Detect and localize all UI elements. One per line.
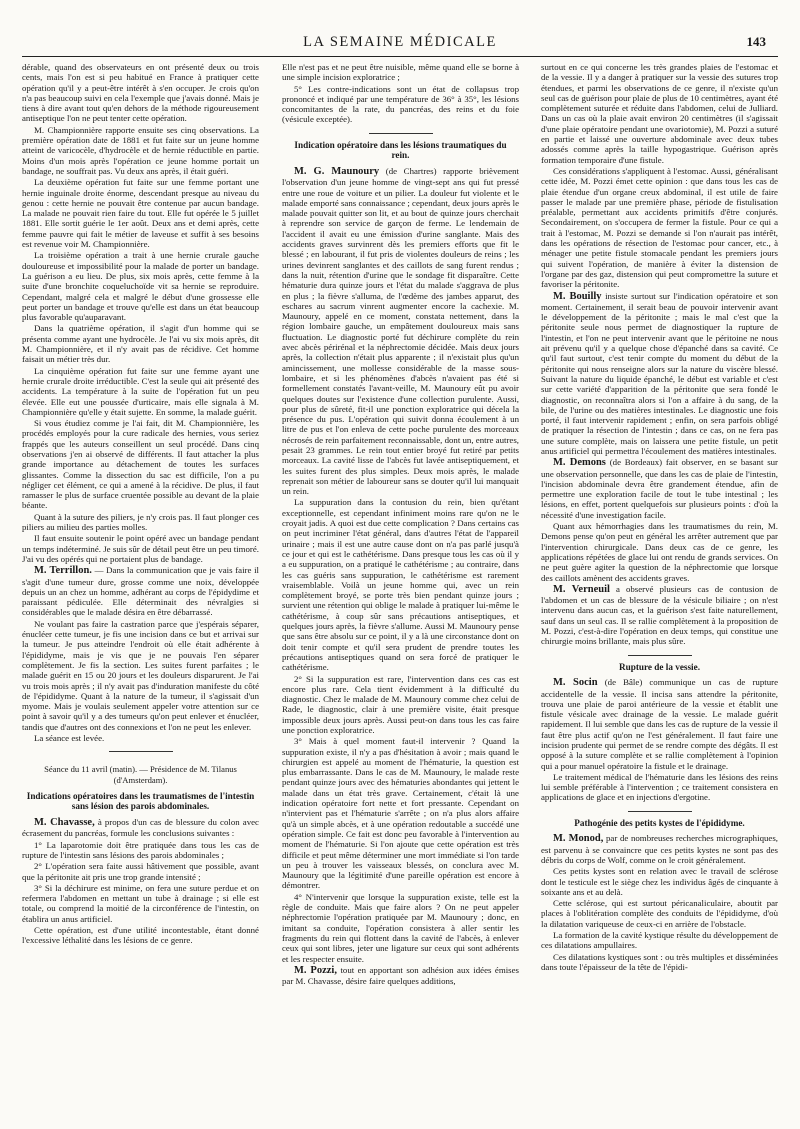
paragraph: Cette opération, est d'une utilité incontestable, étant donné l'excessive léthalité dans les lésions de ce genre. bbox=[22, 925, 259, 946]
speaker-name: M. Chavasse, bbox=[34, 817, 95, 829]
section-divider bbox=[109, 751, 173, 752]
journal-title: LA SEMAINE MÉDICALE bbox=[303, 34, 497, 50]
speaker-name: M. Monod, bbox=[553, 833, 604, 845]
speaker-name: M. Terrillon. bbox=[34, 565, 92, 577]
paragraph: Si vous étudiez comme je l'ai fait, dit M. Championnière, les procédés employés pour la cure radicale des hernies, vous seriez frappés que les auteurs conseillent un seul procédé. Dans cinq observations j'en ai observé de différents. Il faut attacher la plus grande importance au détachement de toutes les surfaces glissantes. Comme la dissection du sac est difficile, l'on a pu négliger cet élément, ce qui a amené à la récidive. De plus, il faut ramasser le plus de surface cruentée possible au devant de la plaie béante. bbox=[22, 418, 259, 511]
paragraph: surtout en ce qui concerne les très grandes plaies de l'estomac et de la vessie. Il y a danger à pratiquer sur la vessie des sutures trop étendues, et parmi les observations de ce genre, il n'existe qu'un seul cas de guérison pour plaie de plus de 10 centimètres, ayant été complètement suturée et réduite dans l'abdomen, celui de Julliard. Dans un cas où la plaie avait environ 20 centimètres (il s'agissait d'une plaie opératoire pendant une ovariotomie), M. Pozzi a suturé en partie et laissé une ouverture abdominale avec deux tubes adossés comme après la taille hypogastrique. Guérison après formation temporaire d'une fistule. bbox=[541, 62, 778, 165]
section-heading: Indication opératoire dans les lésions traumatiques du rein. bbox=[294, 139, 507, 161]
section-heading: Indications opératoires dans les traumatismes de l'intestin sans lésion des parois abdominales. bbox=[26, 790, 255, 812]
paragraph: 1° La laparotomie doit être pratiquée dans tous les cas de rupture de l'intestin sans lésions des parois abdominales ; bbox=[22, 839, 259, 860]
paragraph: Quant à la suture des piliers, je n'y crois pas. Il faut plonger ces piliers au milieu des parties molles. bbox=[22, 511, 259, 533]
paragraph bbox=[541, 584, 778, 647]
paragraph: Ne voulant pas faire la castration parce que j'espérais séparer, énucléer cette tumeur, je fis une incision dans ce but et arrivai sur la tumeur. Je pus atteindre l'endroit où elle était adhérente à l'épididyme, mais je vis que je ne pouvais l'en séparer complètement. Je fis la section. Les suites furent parfaites ; le malade guérit en 15 ou 20 jours et les douleurs disparurent. Je l'ai vu trois mois après ; il n'y avait pas d'induration manifeste du côté de l'épididyme. Quant à la nature de la tumeur, il s'agissait d'un myome. Mais je voulais seulement appeler votre attention sur ce point à savoir qu'il y a des tumeurs qu'on peut enlever et énucléer, tandis que d'autres ont des connexions et l'on ne peut les enlever. bbox=[22, 618, 259, 732]
speaker-name: M. Demons bbox=[553, 457, 606, 469]
paragraph: Quant aux hémorrhagies dans les traumatismes du rein, M. Demons pense qu'on peut en général les arrêter autrement que par l'intervention chirurgicale. Dans deux cas de ce genre, les applications répétées de glace lui ont rendu de grands services. On ne peut guère agiter la question de la néphrectomie que lorsque des caillots amènent des accidents graves. bbox=[541, 521, 778, 583]
paragraph: Ces considérations s'appliquent à l'estomac. Aussi, généralisant cette idée, M. Pozzi émet cette opinion : que dans tous les cas de plaie étendue d'un organe creux abdominal, il est utile de faire passer le malade par une première phase, période de fistulisation préalable, permettant aux accidents primitifs d'être conjurés. Secondairement, on s'occupera de fermer la fistule. Pour ce qui a trait à l'estomac, M. Pozzi se demande si l'on n'aurait pas intérêt, dans les opérations de résection de l'estomac pour cancer, etc., à ménager une petite fistule stomacale pendant les premiers jours qui suivent l'opération, de manière à éviter la distension de l'organe par des gaz, distension qui peut compromettre la suture et favoriser la péritonite. bbox=[541, 165, 778, 290]
paragraph-text: à propos d'un cas de blessure du colon avec écrasement du pancréas, formule les conclusions suivantes : bbox=[22, 817, 259, 839]
paragraph: La deuxième opération fut faite sur une femme portant une hernie inguinale droite énorme, descendant presque au niveau du genou : cette hernie ne pouvait être contenue par aucun bandage. La malade ne pouvait rien faire du tout. Elle fut opérée le 5 juillet 1881. Elle sortit guérie le 1er août. Deux ans et demi après, cette femme pauvre qui fait le métier de laveuse et suffit à ses besoins est revenue voir M. Championnière. bbox=[22, 177, 259, 250]
paragraph: La cinquième opération fut faite sur une femme ayant une hernie crurale droite irréductible. C'est la seule qui ait présenté des accidents. La température à la suite de l'opération fut un peu élevée. Elle eut une poussée d'urticaire, mais elle signala à M. Championnière qu'elle y était sujette. En somme, la malade guérit. bbox=[22, 365, 259, 417]
speaker-name: M. Verneuil bbox=[553, 583, 610, 595]
paragraph: Le traitement médical de l'hématurie dans les lésions des reins lui semble préférable à l'intervention ; ce traitement consistera en applications de glace et en injections d'ergotine. bbox=[541, 771, 778, 803]
paragraph-text: tout en apportant son adhésion aux idées émises par M. Chavasse, désire faire quelques additions, bbox=[282, 964, 519, 987]
paragraph: Ces dilatations kystiques sont : ou très multiples et disséminées dans toute l'épaisseur de la tête de l'épidi- bbox=[541, 951, 778, 972]
paragraph-text: (de Chartres) rapporte brièvement l'observation d'un jeune homme de vingt-sept ans qui fut pressé entre une roue de voiture et un pilier. La douleur fut violente et le malade emporté sans connaissance ; cependant, deux jours après le malade pouvait quitter son lit, et au bout de quinze jours cherchait à reprendre son service de garçon de ferme. Le lendemain de l'accident il avait eu une émission d'urine sanglante. Mais des accidents graves survinrent dès les premiers efforts que fit le blessé ; en labourant, il fut pris de violentes douleurs de reins ; les urines devinrent sanglantes et des caillots de sang furent rendus ; dans la nuit, rétention d'urine que le sondage fit disparaître. Cette hématurie dura quinze jours et l'état du malade s'aggrava de plus en plus ; la fièvre s'alluma, de l'œdème des jambes apparut, des eschares au sacrum vinrent augmenter encore la cachexie. M. Maunoury, appelé en ce moment, constata nettement, dans la région lombaire gauche, un empâtement douloureux mais sans fluctuation. Le diagnostic porté fut déchirure complète du rein avec abcès périrénal et la néphrectomie décidée. Mais deux jours après, la collection n'était plus apparente ; il n'existait plus qu'un amincissement, une mollesse considérable de la masse sous-lombaire, et si les phénomènes d'abcès n'avaient pas été si formellement constatés l'avant-veille, M. Maunoury eût pu avoir quelques doutes sur l'existence d'une collection purulente. Aussi, pour plus de sûreté, fit-il une ponction exploratrice qui décela la présence du pus. L'opération qui suivit donna écoulement à un litre de pus et l'on enleva de cette poche purulente des morceaux nécrosés de rein parfaitement reconnaissable, dont un, entre autres, pesait 23 grammes. Le rein tout entier broyé fut retiré par petits morceaux. La cavité lisse de l'abcès fut lavée antiseptiquement, et les suites furent des plus simples. Deux mois après, le malade reprenait son métier de laboureur sans se douter qu'il lui manquait un rein. bbox=[282, 165, 519, 497]
speaker-name: M. G. Maunoury bbox=[294, 165, 380, 177]
paragraph: La séance est levée. bbox=[34, 733, 105, 743]
section-heading: Rupture de la vessie. bbox=[619, 661, 700, 672]
section-divider bbox=[369, 133, 433, 134]
header-rule bbox=[22, 56, 778, 57]
column-2 bbox=[282, 62, 519, 1122]
paragraph: Cette sclérose, qui est surtout péricanaliculaire, aboutit par places à l'oblitération complète des conduits de l'épididyme, d'où la dilatation variqueuse de ceux-ci en arrière de l'obstacle. bbox=[541, 898, 778, 929]
page-header bbox=[22, 34, 778, 52]
paragraph bbox=[282, 965, 519, 987]
paragraph-text: insiste surtout sur l'indication opératoire et son moment. Certainement, il serait beau de pouvoir intervenir avant le développement de la péritonite ; mais le mal c'est que la péritonite seule nous permet de diagnostiquer la rupture de l'intestin, et l'on ne peut intervenir avant que le péritoine ne nous ait prévenu qu'il y a quelque chose d'épanché dans sa cavité. Ce qu'il faut surtout, c'est tenir compte du moment du début de la péritonite qui nous renseigne alors sur la nature du viscère blessé. Suivant la nature du liquide épanché, le début est variable et c'est sur cette variété d'apparition de la péritonite que sera fondé le diagnostic, on reconnaîtra alors si l'on a affaire à du sang, de la bile, de l'urine ou des matières intestinales. Le diagnostic une fois porté, il faut intervenir rapidement ; enfin, on sera parfois obligé de pratiquer la résection de l'intestin ; dans ce cas, on ne fera pas une suture complète, mais on laissera une petite fistule, un petit anus artificiel qui permettra l'écoulement des matières intestinales. bbox=[541, 290, 778, 456]
paragraph bbox=[541, 291, 778, 457]
page-number: 143 bbox=[746, 34, 766, 49]
paragraph-text: — Dans la communication que je vais faire il s'agit d'une tumeur dure, grosse comme une noix, développée depuis un an chez un homme, adhérant au corps de l'épidydime et paraissant pédiculée. Elle déterminait des névralgies si considérables que le malade désira en être débarrassé. bbox=[22, 565, 259, 618]
paragraph: dérable, quand des observateurs en ont présenté deux ou trois cents, mais l'on est si peu habitué en France à pratiquer cette opération qu'il y a peut-être intérêt à s'en occuper. Je crois qu'on n'a pas beaucoup suivi en cela l'exemple que j'avais donné. Mais je tiens à dire avant tout qu'en dehors de la méthode rigoureusement antiseptique l'on ne peut tenter cette opération. bbox=[22, 62, 259, 124]
paragraph: La formation de la cavité kystique résulte du développement de ces dilatations ampullaires. bbox=[541, 930, 778, 951]
paragraph-text: par de nombreuses recherches micrographiques, est parvenu à se convaincre que ces petits kystes ne sont pas des débris du corps de Wolf, comme on le croit généralement. bbox=[541, 833, 778, 865]
paragraph: La troisième opération a trait à une hernie crurale gauche douloureuse et impossibilité pour la malade de porter un bandage. La guérison a eu lieu. De plus, six mois après, cette femme à la suite d'une bronchite coqueluchoïde vit sa hernie se reproduire. Cependant, malgré cela et malgré le début d'une grossesse elle peut porter un bandage et trouve qu'elle est dans un état beaucoup plus favorable qu'auparavant. bbox=[22, 250, 259, 323]
column-3 bbox=[541, 62, 778, 1122]
speaker-name: M. Socin bbox=[553, 677, 598, 689]
speaker-name: M. Bouilly bbox=[553, 290, 602, 302]
speaker-name: M. Pozzi, bbox=[294, 964, 337, 976]
paragraph: 2° L'opération sera faite aussi hâtivement que possible, avant que la péritonite ait pris une trop grande intensité ; bbox=[22, 861, 259, 882]
paragraph: 4° N'intervenir que lorsque la suppuration existe, telle est la règle de conduite. Mais que faire alors ? On ne peut appeler néphrectomie l'opération pratiquée par M. Maunoury ; donc, en imitant sa conduite, l'opération consistera à aller sentir les fragments du rein qui flottent dans la cavité de l'abcès, à enlever ceux qui sont libres, jeter une ligature sur ceux qui sont adhérents et les respecter ensuite. bbox=[282, 891, 519, 964]
paragraph: La suppuration dans la contusion du rein, bien qu'étant exceptionnelle, est cependant infiniment moins rare qu'on ne le croyait jadis. A quoi est due cette complication ? Dans certains cas on peut incriminer l'état général, dans d'autres l'état de l'appareil urinaire ; mais il est une autre cause dont on n'a pas parlé jusqu'à ce jour et qui est le cathétérisme. Dans presque tous les cas où il y a eu suppuration, on a pratiqué le cathétérisme ; au contraire, dans les cas guéris sans suppuration, le cathétérisme est rarement vraisemblable. Voilà un jeune homme qui, avec un rein complètement broyé, se porte très bien pendant quinze jours ; survient une rétention qui oblige le malade à pratiquer lui-même le cathétérisme, à coup sûr sans précautions antiseptiques, et quelques jours après, la fièvre s'allume. Aussi M. Maunoury pense que sans être absolu sur ce point, il y a là une circonstance dont on doit tenir compte et qu'il sera prudent de prendre toutes les précautions antiseptiques quand on sera forcé de pratiquer le cathétérisme. bbox=[282, 497, 519, 673]
section-heading: Pathogénie des petits kystes de l'épididyme. bbox=[574, 817, 745, 828]
section-divider bbox=[628, 655, 692, 656]
paragraph: Il faut ensuite soutenir le point opéré avec un bandage pendant un temps indéterminé. Je suis sûr de détail peut être un peu timoré. J'ai vu des opérés qui ne portaient plus de bandage. bbox=[22, 533, 259, 564]
column-1 bbox=[22, 62, 259, 1122]
paragraph: 3° Mais à quel moment faut-il intervenir ? Quand la suppuration existe, il n'y a pas d'hésitation à avoir ; mais quand le chirurgien est appelé au moment de l'hématurie, la question est plus embarrassante. Dans le cas de M. Maunoury, le malade reste pendant quinze jours avec des hématuries abondantes qui jettent le malade dans un état très grave. Certainement, c'était là une indication opératoire fort nette et fort pressante. Cependant on n'intervient pas et l'hématurie s'arrête ; on n'a plus alors affaire qu'à un simple abcès, et à une opération redoutable a succédé une opération simple. Ce fait est donc peu favorable à l'intervention au moment de l'hématurie. Si l'on ajoute que cette opération est très difficile et peut même déterminer une mort immédiate si l'on tarde un peu à trouver les vaisseaux blessés, on conclura avec M. Maunoury que la légitimité d'une pareille opération est encore à démontrer. bbox=[282, 736, 519, 891]
paragraph bbox=[22, 565, 259, 617]
paragraph: Ces petits kystes sont en relation avec le travail de sclérose dont le testicule est le siège chez les individus âgés de cinquante à soixante ans et au delà. bbox=[541, 866, 778, 897]
paragraph: Elle n'est pas et ne peut être nuisible, même quand elle se borne à une simple incision exploratrice ; bbox=[282, 62, 519, 83]
paragraph bbox=[541, 833, 778, 865]
paragraph bbox=[541, 677, 778, 771]
paragraph: Dans la quatrième opération, il s'agit d'un homme qui se présenta comme ayant une hydrocèle. Je l'ai vu six mois après, dit M. Championnière, et il n'y avait pas de récidive. Cet homme faisait un métier très dur. bbox=[22, 323, 259, 365]
paragraph: M. Championnière rapporte ensuite ses cinq observations. La première opération date de 1881 et fut faite sur un jeune homme atteint de varicocèle, d'hydrocèle et de hernie réductible en partie. Moins d'un mois après l'opération ce jeune homme portait un bandage, ne souffrait pas. Vu deux ans après, il était guéri. bbox=[22, 124, 259, 176]
paragraph bbox=[22, 817, 259, 839]
paragraph-text: (de Bâle) communique un cas de rupture accidentelle de la vessie. Il incisa sans attendre la péritonite, trouva une plaie de paroi antérieure de la vessie et établit une fistule vésicale avec drainage de la vessie. Le malade guérit rapidement. Il lui semble que dans les cas de rupture de la vessie il faut être plus actif qu'on ne l'est généralement. Il faut faire une incision prudente qui permet de se rendre compte des dégâts. Il est opposé à la suture complète et se rallie complètement à l'opinion qui a pour manuel opératoire la fistule et le drainage. bbox=[541, 677, 778, 771]
paragraph-text: a observé plusieurs cas de contusion de l'abdomen et un cas de blessure de la vésicule biliaire ; on n'est intervenu dans aucun cas, et la guérison s'est faite naturellement, sauf dans un seul cas. Il se rallie complètement à la proposition de M. Pozzi, c'est-à-dire l'opération en deux temps, qui constitue une chirurgie moins brillante, mais plus sûre. bbox=[541, 583, 778, 647]
paragraph-text: (de Bordeaux) fait observer, en se basant sur une observation personnelle, que dans les cas de plaie de l'intestin, l'incision abdominale devra être grandement étendue, afin de permettre une exploration facile de tout le tube intestinal ; les lésions, en effet, portent quelquefois sur plusieurs points : d'où la nécessité d'une investigation facile. bbox=[541, 457, 778, 520]
paragraph: 3° Si la déchirure est minime, on fera une suture perdue et on refermera l'abdomen en mettant un tube à drainage ; si elle est totale, ou comprend la moitié de la circonférence de l'intestin, on établira un anus artificiel. bbox=[22, 882, 259, 924]
paragraph bbox=[541, 457, 778, 520]
section-divider bbox=[628, 811, 692, 812]
paragraph: 2° Si la suppuration est rare, l'intervention dans ces cas est encore plus rare. Cela tient évidemment à la difficulté du diagnostic. Chez le malade de M. Maunoury comme chez celui de Rade, le diagnostic, clair à une première visite, était presque impossible deux jours après. Aussi peut-on dans tous les cas faire une ponction exploratrice. bbox=[282, 673, 519, 735]
paragraph bbox=[282, 166, 519, 497]
seance-line: Séance du 11 avril (matin). — Présidence de M. Tilanus (d'Amsterdam). bbox=[44, 764, 237, 785]
paragraph: 5° Les contre-indications sont un état de collapsus trop prononcé et indiqué par une température de 36° à 35°, les lésions concomitantes de la rate, du pancréas, des reins et du foie (vésicule exceptée). bbox=[282, 83, 519, 125]
